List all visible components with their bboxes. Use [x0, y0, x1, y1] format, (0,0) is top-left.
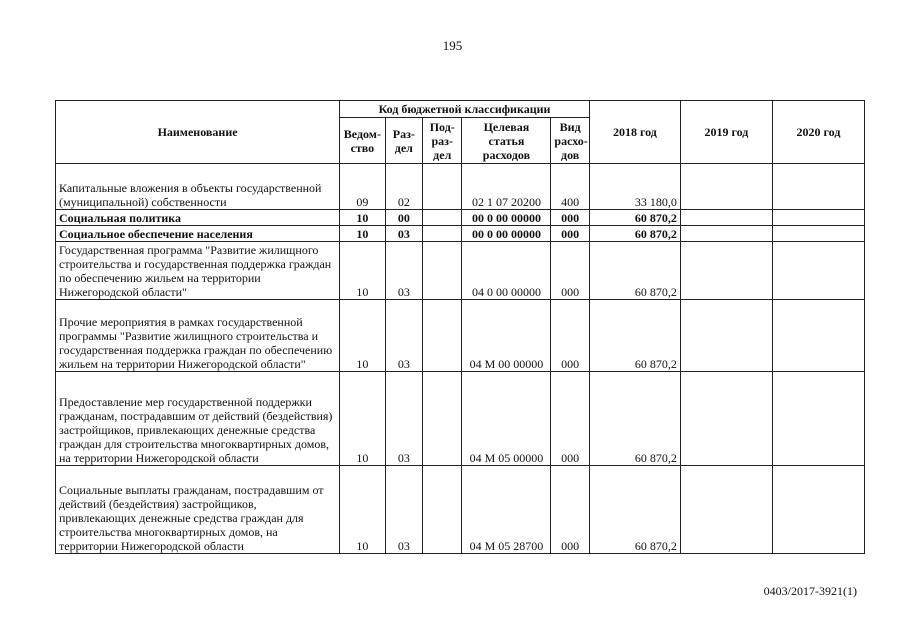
table-row: [56, 372, 865, 466]
cell-vid: 400: [551, 164, 589, 210]
cell-2020: [772, 300, 864, 372]
header-2020: 2020 год: [772, 101, 864, 164]
cell-razdel: 03: [385, 372, 422, 466]
cell-vedomstvo: 10: [340, 242, 386, 300]
page-number: 195: [442, 38, 463, 53]
cell-2018: 60 870,2: [589, 300, 680, 372]
cell-2018: 60 870,2: [589, 210, 680, 226]
cell-razdel: 03: [385, 466, 422, 554]
cell-name: Социальные выплаты гражданам, пострадавшим от действий (бездействия) застройщиков, привлекающих денежные средства граждан для строительства многоквартирных домов, на территории Нижегородской области: [56, 466, 340, 554]
cell-2018: 60 870,2: [589, 226, 680, 242]
header-name: Наименование: [56, 101, 340, 164]
header-target: Целевая статья расходов: [462, 118, 551, 164]
cell-2019: [680, 164, 772, 210]
cell-podrazdel: [423, 210, 462, 226]
cell-target: 02 1 07 20200: [462, 164, 551, 210]
table-row: [56, 210, 865, 226]
cell-name: Прочие мероприятия в рамках государственной программы "Развитие жилищного строительства и государственная поддержка граждан по обеспечению жильем на территории Нижегородской области": [56, 300, 340, 372]
header-vid: Вид расхо-дов: [551, 118, 589, 164]
cell-2020: [772, 226, 864, 242]
cell-2020: [772, 210, 864, 226]
table-header: [56, 101, 865, 164]
cell-name: Предоставление мер государственной поддержки гражданам, пострадавшим от действий (бездействия) застройщиков, привлекающих денежные средства граждан для строительства многоквартирных домов, на территории Нижегородской области: [56, 372, 340, 466]
cell-target: 04 М 05 28700: [462, 466, 551, 554]
cell-target: 04 0 00 00000: [462, 242, 551, 300]
cell-vedomstvo: 10: [340, 226, 386, 242]
cell-vid: 000: [551, 242, 589, 300]
cell-podrazdel: [423, 466, 462, 554]
cell-vedomstvo: 09: [340, 164, 386, 210]
cell-podrazdel: [423, 242, 462, 300]
cell-target: 00 0 00 00000: [462, 226, 551, 242]
table-row: [56, 164, 865, 210]
cell-name: Социальное обеспечение населения: [56, 226, 340, 242]
cell-2020: [772, 242, 864, 300]
cell-razdel: 03: [385, 226, 422, 242]
cell-target: 04 М 00 00000: [462, 300, 551, 372]
cell-2019: [680, 242, 772, 300]
cell-2019: [680, 210, 772, 226]
cell-2020: [772, 466, 864, 554]
cell-name: Социальная политика: [56, 210, 340, 226]
header-2018: 2018 год: [589, 101, 680, 164]
cell-razdel: 03: [385, 300, 422, 372]
cell-2020: [772, 164, 864, 210]
cell-2020: [772, 372, 864, 466]
cell-2018: 60 870,2: [589, 466, 680, 554]
cell-2019: [680, 372, 772, 466]
cell-vedomstvo: 10: [340, 300, 386, 372]
budget-table: [55, 100, 865, 554]
cell-podrazdel: [423, 164, 462, 210]
table-row: [56, 242, 865, 300]
document-code: 0403/2017-3921(1): [763, 584, 857, 598]
header-podrazdel: Под-раз-дел: [423, 118, 462, 164]
header-code-group: Код бюджетной классификации: [340, 101, 590, 118]
cell-2019: [680, 226, 772, 242]
cell-razdel: 03: [385, 242, 422, 300]
cell-target: 00 0 00 00000: [462, 210, 551, 226]
header-2019: 2019 год: [680, 101, 772, 164]
table-row: [56, 466, 865, 554]
cell-name: Государственная программа "Развитие жилищного строительства и государственная поддержка граждан по обеспечению жильем на территории Нижегородской области": [56, 242, 340, 300]
cell-2018: 33 180,0: [589, 164, 680, 210]
table-body: [56, 164, 865, 554]
table-row: [56, 300, 865, 372]
header-vedomstvo: Ведом-ство: [340, 118, 386, 164]
cell-podrazdel: [423, 226, 462, 242]
cell-razdel: 02: [385, 164, 422, 210]
cell-vid: 000: [551, 300, 589, 372]
cell-podrazdel: [423, 372, 462, 466]
cell-vedomstvo: 10: [340, 210, 386, 226]
cell-name: Капитальные вложения в объекты государственной (муниципальной) собственности: [56, 164, 340, 210]
cell-vid: 000: [551, 466, 589, 554]
cell-2018: 60 870,2: [589, 242, 680, 300]
cell-vid: 000: [551, 210, 589, 226]
cell-2019: [680, 300, 772, 372]
table-row: [56, 226, 865, 242]
cell-podrazdel: [423, 300, 462, 372]
cell-target: 04 М 05 00000: [462, 372, 551, 466]
cell-2018: 60 870,2: [589, 372, 680, 466]
cell-vedomstvo: 10: [340, 466, 386, 554]
cell-razdel: 00: [385, 210, 422, 226]
cell-vedomstvo: 10: [340, 372, 386, 466]
cell-2019: [680, 466, 772, 554]
cell-vid: 000: [551, 226, 589, 242]
header-razdel: Раз-дел: [385, 118, 422, 164]
cell-vid: 000: [551, 372, 589, 466]
